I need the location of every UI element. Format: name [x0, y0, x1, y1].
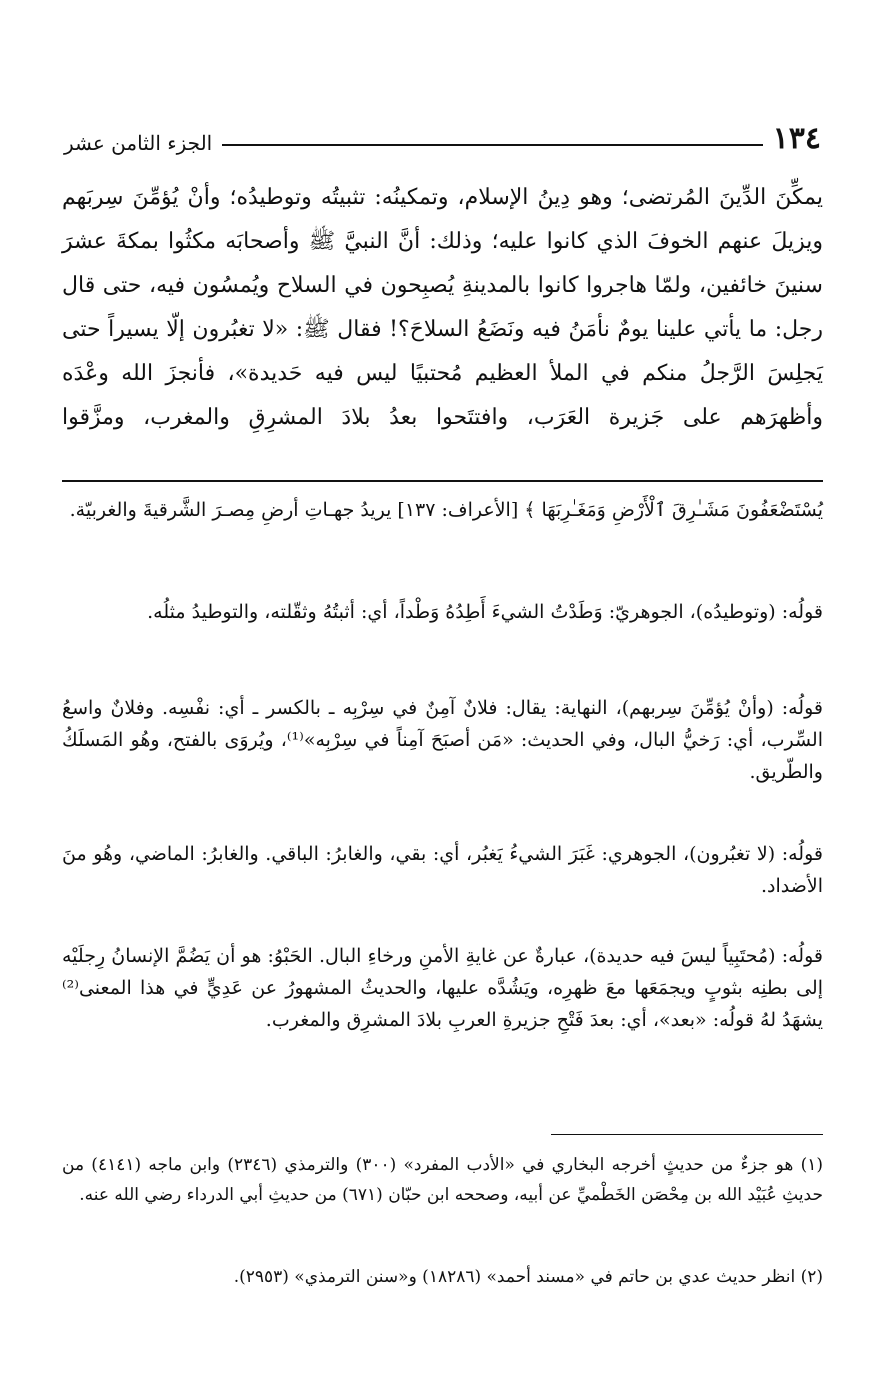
running-title: الجزء الثامن عشر	[64, 131, 213, 155]
footnote-rule	[551, 1134, 823, 1135]
commentary-paragraph: قولُه: (وتوطيدُه)، الجوهريّ: وَطَدْتُ الشيءَ أَطِدُهُ وَطْداً، أي: أثبتُهُ وثقّلته، والتوطيدُ مثلُه.	[147, 601, 823, 623]
main-commentary-divider	[62, 480, 823, 482]
commentary-paragraph: قولُه: (وأنْ يُؤمِّنَ سِربهم)، النهاية: يقال: فلانٌ آمِنٌ في سِرْبِه ـ بالكسر ـ أي: نفْسِه. وفلانٌ واسعُ السِّرب، أي: رَخيُّ البال، وفي الحديث: «مَن أصبَحَ آمِناً في سِرْبِه»⁽¹⁾، ويُروَى بالفتح، وهُو المَسلَكُ والطّريق.	[62, 697, 824, 783]
commentary-block-2	[62, 596, 823, 628]
header-rule	[222, 144, 762, 146]
main-paragraph: يمكِّنَ الدِّينَ المُرتضى؛ وهو دِينُ الإسلام، وتمكينُه: تثبيتُه وتوطيدُه؛ وأنْ يُؤمِّنَ سِربَهم ويزيلَ عنهم الخوفَ الذي كانوا عليه؛ وذلك: أنَّ النبيَّ ﷺ وأصحابَه مكثُوا بمكةَ عشرَ سنينَ خائفين، ولمّا هاجروا كانوا بالمدينةِ يُصبِحون في السلاح ويُمسُون فيه، حتى قال رجل: ما يأتي علينا يومٌ نأمَنُ فيه ونَضَعُ السلاحَ؟! فقال ﷺ: «لا تغبُرون إلّا يسيراً حتى يَجلِسَ الرَّجلُ منكم في الملأ العظيم مُحتبيًا ليس فيه حَديدة»، فأنجزَ الله وعْدَه وأظهرَهم على جَزيرة العَرَب، وافتتَحوا بعدُ بلادَ المشرِقِ والمغرب، ومزَّقوا	[62, 185, 823, 430]
footnote-2	[62, 1262, 823, 1292]
footnote-1	[62, 1150, 823, 1210]
commentary-block-3	[62, 692, 823, 788]
footnote-text: (٢) انظر حديث عدي بن حاتم في «مسند أحمد» (١٨٢٨٦) و«سنن الترمذي» (٢٩٥٣).	[233, 1267, 823, 1287]
commentary-block-1	[62, 494, 823, 526]
page-number: ١٣٤	[772, 121, 821, 156]
commentary-block-4	[62, 838, 823, 902]
running-header	[64, 110, 821, 154]
commentary-paragraph: يُسْتَضْعَفُونَ مَشَـٰرِقَ ٱلْأَرْضِ وَمَغَـٰرِبَهَا ﴾ [الأعراف: ١٣٧] يريدُ جهـاتِ أرضِ مِصـرَ الشَّرقيةَ والغربيّة.	[69, 499, 823, 521]
commentary-paragraph: قولُه: (لا تغبُرون)، الجوهري: غَبَرَ الشيءُ يَغبُر، أي: بقي، والغابرُ: الباقي. والغابرُ: الماضي، وهُو منَ الأضداد.	[62, 843, 823, 897]
footnote-text: (١) هو جزءٌ من حديثٍ أخرجه البخاري في «الأدب المفرد» (٣٠٠) والترمذي (٢٣٤٦) وابن ماجه (٤١٤١) من حديثِ عُبَيْد الله بن مِحْصَن الخَطْميِّ عن أبيه، وصححه ابن حبّان (٦٧١) من حديثِ أبي الدرداء رضي الله عنه.	[62, 1155, 823, 1205]
commentary-block-5	[62, 940, 823, 1036]
main-text	[62, 176, 823, 440]
commentary-paragraph: قولُه: (مُحتَبِياً ليسَ فيه حديدة)، عبارةٌ عن غايةِ الأمنِ ورخاءِ البال. الحَبْوُ: هو أن يَضُمَّ الإنسانُ رِجلَيْه إلى بطنِه بثوبٍ ويجمَعَها معَ ظهرِه، ويَشُدَّه عليها، والحديثُ المشهورُ عن عَدِيٍّ في هذا المعنى⁽²⁾ يشهَدُ لهُ قولُه: «بعد»، أي: بعدَ فَتْحِ جزيرةِ العربِ بلادَ المشرِق والمغرب.	[62, 945, 823, 1031]
